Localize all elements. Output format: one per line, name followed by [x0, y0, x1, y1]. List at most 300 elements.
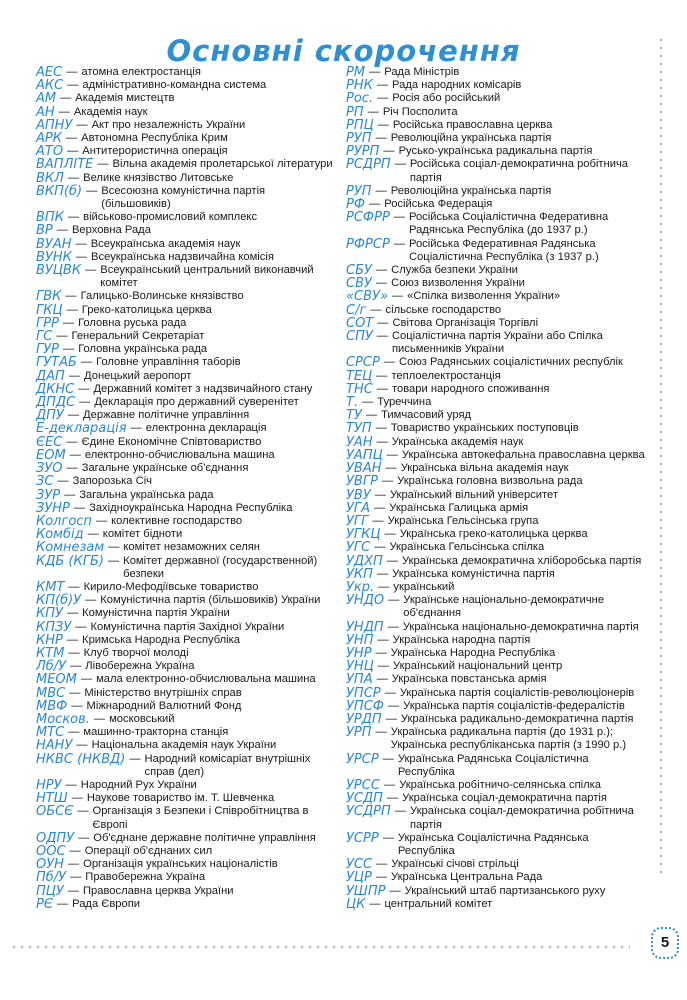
- abbreviation-entry: [346, 726, 646, 752]
- abbreviation-term: УНДО: [346, 593, 385, 609]
- abbreviation-definition: Комуністична партія (більшовиків) України: [100, 594, 321, 607]
- abbreviation-entry: [36, 713, 336, 726]
- abbreviation-term: КП(б)У: [36, 593, 82, 609]
- abbreviation-definition: Міжнародний Валютний Фонд: [86, 699, 242, 712]
- abbreviation-entry: [36, 660, 336, 673]
- dash-separator: —: [376, 567, 389, 580]
- abbreviation-term: УВУ: [346, 487, 371, 503]
- dash-separator: —: [70, 871, 82, 884]
- dash-separator: —: [385, 712, 397, 725]
- dash-separator: —: [376, 858, 388, 871]
- abbreviation-definition: Українська головна визвольна рада: [397, 475, 583, 488]
- abbreviation-term: «СВУ»: [346, 289, 388, 305]
- dash-separator: —: [76, 739, 88, 752]
- dash-separator: —: [376, 673, 388, 686]
- abbreviation-term: Лб/У: [36, 659, 67, 675]
- abbreviation-definition: Рада народних комісарів: [392, 79, 522, 92]
- dash-separator: —: [374, 541, 386, 554]
- abbreviation-entry: [36, 726, 336, 739]
- abbreviation-term: АТО: [36, 144, 64, 160]
- abbreviation-entry: [36, 383, 336, 396]
- abbreviation-definition: Російська Федерація: [384, 198, 493, 211]
- abbreviation-definition: електронно-обчислювальна машина: [84, 448, 275, 461]
- abbreviation-entry: [36, 647, 336, 660]
- dash-separator: —: [377, 92, 389, 105]
- abbreviation-term: ГВК: [36, 289, 62, 305]
- abbreviation-entry: [36, 581, 336, 594]
- abbreviation-entry: [346, 832, 646, 858]
- abbreviation-entry: [346, 475, 646, 488]
- abbreviation-term: АН: [36, 104, 55, 120]
- abbreviation-term: С/г: [346, 302, 367, 318]
- abbreviation-entry: [346, 885, 646, 898]
- abbreviation-entry: [36, 805, 336, 831]
- dash-separator: —: [67, 79, 79, 92]
- abbreviation-entry: [36, 832, 336, 845]
- abbreviation-term: ЗУР: [36, 487, 61, 503]
- dash-separator: —: [386, 792, 399, 805]
- abbreviation-term: УВАН: [346, 461, 382, 477]
- dash-separator: —: [66, 66, 78, 78]
- right-abbreviation-column: [346, 66, 646, 911]
- dash-separator: —: [75, 250, 88, 263]
- abbreviation-definition: Головна українська рада: [78, 343, 208, 356]
- abbreviation-term: СРСР: [346, 355, 380, 371]
- dash-separator: —: [129, 752, 141, 765]
- dash-separator: —: [64, 488, 76, 501]
- abbreviation-term: ВУНК: [36, 249, 72, 265]
- dash-separator: —: [374, 501, 386, 514]
- abbreviation-entry: [36, 449, 336, 462]
- abbreviation-term: ЗУО: [36, 461, 63, 477]
- dash-separator: —: [86, 184, 98, 197]
- abbreviation-term: РФ: [346, 197, 366, 213]
- dash-separator: —: [93, 712, 106, 725]
- abbreviation-entry: [346, 673, 646, 686]
- abbreviation-entry: [346, 264, 646, 277]
- abbreviation-entry: [346, 198, 646, 211]
- abbreviation-term: РУРП: [346, 144, 380, 160]
- abbreviation-entry: [346, 898, 646, 911]
- abbreviation-term: УПА: [346, 672, 373, 688]
- abbreviation-term: УКП: [346, 566, 373, 582]
- abbreviation-term: ЄЕС: [36, 434, 63, 450]
- abbreviation-definition: Акт про незалежність України: [91, 118, 246, 131]
- abbreviation-definition: Українська національно-демократична партія: [402, 620, 639, 633]
- abbreviation-definition: Українська радикальна партія (до 1931 р.); Українська республіканська партія (з 1990 р.): [390, 726, 627, 752]
- abbreviation-entry: [346, 541, 646, 554]
- abbreviation-entry: [346, 317, 646, 330]
- abbreviation-term: ООС: [36, 843, 66, 859]
- abbreviation-entry: [346, 132, 646, 145]
- abbreviation-term: НКВС (НКВД): [36, 751, 126, 767]
- abbreviation-term: СВУ: [346, 276, 372, 292]
- abbreviation-entry: [346, 528, 646, 541]
- abbreviation-term: ДПУ: [36, 408, 64, 424]
- abbreviation-entry: [36, 541, 336, 554]
- dash-separator: —: [95, 514, 108, 527]
- abbreviation-term: УРДП: [346, 711, 382, 727]
- dash-separator: —: [391, 290, 404, 303]
- abbreviation-entry: [346, 66, 646, 79]
- dash-separator: —: [71, 792, 83, 805]
- abbreviation-term: ТУ: [346, 408, 362, 424]
- abbreviation-term: РП: [346, 104, 364, 120]
- abbreviation-term: УСДП: [346, 791, 383, 807]
- abbreviation-entry: [36, 396, 336, 409]
- left-abbreviation-column: [36, 66, 336, 911]
- abbreviation-definition: Головна руська рада: [78, 316, 187, 329]
- abbreviation-entry: [36, 304, 336, 317]
- abbreviation-term: УАН: [346, 434, 373, 450]
- abbreviation-term: УСРР: [346, 830, 379, 846]
- abbreviation-term: Комбід: [36, 527, 84, 543]
- dash-separator: —: [65, 132, 78, 145]
- dash-separator: —: [78, 382, 90, 395]
- dash-separator: —: [79, 396, 91, 409]
- abbreviation-term: ПЦУ: [36, 883, 64, 899]
- dash-separator: —: [375, 132, 387, 145]
- page-number: 5: [651, 927, 679, 959]
- dash-separator: —: [66, 633, 79, 646]
- abbreviation-definition: Українська радикально-демократична партія: [400, 712, 634, 725]
- abbreviation-definition: Український штаб партизанського руху: [404, 884, 606, 897]
- dash-separator: —: [374, 488, 386, 501]
- abbreviation-term: УГКЦ: [346, 527, 381, 543]
- abbreviation-definition: Організація з Безпеки і Співробітництва в Європі: [92, 805, 309, 831]
- abbreviation-term: МЕОМ: [36, 672, 77, 688]
- abbreviation-definition: Міністерство внутрішніх справ: [84, 686, 242, 699]
- dash-separator: —: [382, 752, 394, 765]
- abbreviation-entry: [346, 555, 646, 568]
- abbreviation-term: УНЦ: [346, 659, 374, 675]
- dash-separator: —: [376, 369, 388, 382]
- abbreviation-entry: [346, 713, 646, 726]
- abbreviation-definition: Російська Федеративная Радянська Соціалістична Республіка (з 1937 р.): [408, 237, 599, 263]
- abbreviation-term: ОБСЄ: [36, 804, 74, 820]
- abbreviation-entry: [346, 634, 646, 647]
- abbreviation-definition: Всеукраїнська академія наук: [90, 237, 241, 250]
- abbreviation-entry: [36, 264, 336, 290]
- abbreviation-term: Комнезам: [36, 540, 105, 556]
- dash-separator: —: [382, 831, 394, 844]
- abbreviation-term: АПНУ: [36, 117, 73, 133]
- abbreviation-entry: [36, 290, 336, 303]
- dash-separator: —: [375, 726, 387, 739]
- abbreviation-term: ВКП(б): [36, 183, 83, 199]
- dash-separator: —: [67, 884, 79, 897]
- dash-separator: —: [66, 303, 78, 316]
- abbreviation-entry: [346, 409, 646, 422]
- abbreviation-definition: Українська робітничо-селянська спілка: [399, 778, 602, 791]
- abbreviation-term: ВАПЛІТЕ: [36, 157, 94, 173]
- abbreviation-definition: Донецький аеропорт: [84, 369, 192, 382]
- abbreviation-definition: Союз Радянських соціалістичних республік: [399, 356, 623, 369]
- abbreviation-entry: [36, 753, 336, 779]
- abbreviation-definition: Академія мистецтв: [75, 92, 175, 105]
- abbreviation-term: НТШ: [36, 791, 68, 807]
- dash-separator: —: [67, 409, 80, 422]
- abbreviation-definition: Запорозька Січ: [72, 475, 153, 488]
- abbreviation-definition: Академія наук: [73, 105, 148, 118]
- abbreviation-definition: Всеукраїнська надзвичайна комісія: [91, 250, 274, 263]
- dash-separator: —: [73, 501, 86, 514]
- abbreviation-entry: [346, 396, 646, 409]
- dash-separator: —: [78, 831, 90, 844]
- abbreviation-entry: [36, 317, 336, 330]
- dash-separator: —: [375, 871, 388, 884]
- abbreviation-term: АЕС: [36, 65, 63, 80]
- abbreviation-entry: [346, 779, 646, 792]
- abbreviation-entry: [346, 858, 646, 871]
- abbreviation-entry: [346, 515, 646, 528]
- abbreviation-entry: [346, 356, 646, 369]
- dash-separator: —: [383, 778, 396, 791]
- dash-separator: —: [369, 66, 381, 78]
- abbreviation-entry: [346, 581, 646, 594]
- abbreviation-term: МВС: [36, 685, 66, 701]
- abbreviation-entry: [346, 277, 646, 290]
- abbreviation-definition: Союз визволення України: [391, 277, 525, 290]
- abbreviation-definition: Українські січові стрільці: [391, 858, 519, 871]
- abbreviation-definition: Загальна українська рада: [79, 488, 214, 501]
- dash-separator: —: [76, 118, 88, 131]
- abbreviation-term: ДАП: [36, 368, 65, 384]
- abbreviation-term: УСС: [346, 857, 373, 873]
- dash-separator: —: [60, 92, 72, 105]
- abbreviation-definition: Українська Галицька армія: [389, 501, 529, 514]
- abbreviation-definition: «Спілка визволення України»: [407, 290, 561, 303]
- abbreviation-term: УПСФ: [346, 698, 384, 714]
- abbreviation-term: ТЕЦ: [346, 368, 373, 384]
- abbreviation-definition: Операції об'єднаних сил: [84, 844, 213, 857]
- abbreviation-term: ГКЦ: [36, 302, 63, 318]
- abbreviation-term: Москов.: [36, 711, 90, 727]
- abbreviation-entry: [346, 145, 646, 158]
- abbreviation-term: Пб/У: [36, 870, 67, 886]
- abbreviation-definition: Декларація про державний суверенітет: [94, 396, 299, 409]
- abbreviation-entry: [36, 172, 336, 185]
- dash-separator: —: [394, 805, 406, 818]
- abbreviation-definition: Державний комітет з надзвичайного стану: [93, 382, 313, 395]
- abbreviation-entry: [36, 211, 336, 224]
- abbreviation-entry: [36, 185, 336, 211]
- dash-separator: —: [69, 448, 81, 461]
- abbreviation-entry: [36, 132, 336, 145]
- abbreviation-definition: Українська Народна Республіка: [390, 646, 556, 659]
- abbreviation-term: УДХП: [346, 553, 383, 569]
- abbreviation-entry: [36, 607, 336, 620]
- abbreviation-entry: [36, 462, 336, 475]
- abbreviation-term: УРСР: [346, 751, 379, 767]
- abbreviation-term: ТНС: [346, 381, 373, 397]
- abbreviation-entry: [36, 475, 336, 488]
- dash-separator: —: [377, 633, 389, 646]
- abbreviation-definition: Рада Міністрів: [384, 66, 460, 78]
- abbreviation-term: ВУЦВК: [36, 263, 82, 279]
- abbreviation-definition: Світова Організація Торгівлі: [392, 316, 539, 329]
- dash-separator: —: [58, 105, 70, 118]
- abbreviation-entry: [36, 224, 336, 237]
- abbreviation-entry: [346, 158, 646, 184]
- abbreviation-term: ТУП: [346, 421, 372, 437]
- abbreviation-term: УРСС: [346, 777, 380, 793]
- abbreviation-definition: Туреччина: [377, 396, 432, 409]
- abbreviation-entry: [36, 238, 336, 251]
- abbreviation-entry: [36, 871, 336, 884]
- dash-separator: —: [377, 316, 389, 329]
- abbreviation-definition: електронна декларація: [145, 422, 267, 435]
- dash-separator: —: [388, 594, 400, 607]
- abbreviation-term: КДБ (КГБ): [36, 553, 104, 569]
- dash-separator: —: [384, 686, 396, 699]
- abbreviation-term: Рос.: [346, 91, 374, 107]
- abbreviation-definition: центральний комітет: [384, 897, 493, 910]
- abbreviation-entry: [346, 330, 646, 356]
- abbreviation-entry: [346, 660, 646, 673]
- dash-separator: —: [87, 528, 99, 541]
- abbreviation-definition: Комуністична партія Західної України: [90, 620, 285, 633]
- abbreviation-term: УГС: [346, 540, 371, 556]
- dash-separator: —: [387, 699, 400, 712]
- abbreviation-entry: [346, 568, 646, 581]
- abbreviation-term: ЕОМ: [36, 447, 66, 463]
- abbreviation-entry: [346, 92, 646, 105]
- abbreviation-entry: [36, 739, 336, 752]
- abbreviation-definition: Рада Європи: [72, 897, 141, 910]
- dash-separator: —: [393, 237, 405, 250]
- abbreviation-definition: Українська академія наук: [391, 435, 524, 448]
- dash-separator: —: [67, 145, 79, 158]
- abbreviation-entry: [36, 687, 336, 700]
- abbreviation-term: МТС: [36, 725, 65, 741]
- abbreviation-definition: мала електронно-обчислювальна машина: [96, 673, 316, 686]
- abbreviation-entry: [346, 106, 646, 119]
- abbreviation-entry: [346, 647, 646, 660]
- abbreviation-term: РУП: [346, 131, 372, 147]
- dash-separator: —: [370, 303, 382, 316]
- abbreviation-term: ГУТАБ: [36, 355, 77, 371]
- abbreviation-entry: [36, 555, 336, 581]
- page-title: Основні скорочення: [166, 34, 521, 68]
- abbreviation-definition: Державне політичне управління: [83, 409, 250, 422]
- abbreviation-entry: [346, 502, 646, 515]
- abbreviation-entry: [36, 885, 336, 898]
- dash-separator: —: [70, 660, 82, 673]
- abbreviation-entry: [36, 119, 336, 132]
- abbreviation-definition: військово-промисловий комплекс: [83, 211, 258, 224]
- abbreviation-term: УСДРП: [346, 804, 391, 820]
- abbreviation-definition: Український національний центр: [392, 660, 563, 673]
- abbreviation-entry: [346, 621, 646, 634]
- abbreviation-term: ДПДС: [36, 395, 76, 411]
- dash-separator: —: [56, 224, 68, 237]
- abbreviation-entry: [36, 502, 336, 515]
- abbreviation-entry: [346, 462, 646, 475]
- abbreviation-entry: [346, 436, 646, 449]
- abbreviation-entry: [36, 343, 336, 356]
- abbreviation-term: ВУАН: [36, 236, 72, 252]
- dash-separator: —: [369, 198, 381, 211]
- abbreviation-term: АМ: [36, 91, 57, 107]
- abbreviation-definition: Головне управління таборів: [96, 356, 241, 369]
- abbreviation-entry: [346, 871, 646, 884]
- abbreviation-definition: Наукове товариство ім. Т. Шевченка: [86, 792, 275, 805]
- abbreviation-entry: [346, 792, 646, 805]
- dash-separator: —: [80, 673, 93, 686]
- abbreviation-definition: комітет бідноти: [102, 528, 183, 541]
- abbreviation-entry: [346, 594, 646, 620]
- abbreviation-term: МВФ: [36, 698, 68, 714]
- dash-separator: —: [375, 184, 387, 197]
- abbreviation-definition: Українська Соціалістична Радянська Республіка: [397, 831, 589, 857]
- dash-separator: —: [372, 514, 384, 527]
- abbreviation-term: РСФРР: [346, 210, 390, 226]
- abbreviation-definition: Загальне українське об'єднання: [81, 462, 249, 475]
- dash-separator: —: [108, 541, 120, 554]
- dash-separator: —: [63, 343, 75, 356]
- abbreviation-definition: колективне господарство: [111, 514, 243, 527]
- abbreviation-entry: [36, 779, 336, 792]
- dash-separator: —: [107, 554, 120, 567]
- abbreviation-entry: [36, 251, 336, 264]
- abbreviation-term: ОДПУ: [36, 830, 75, 846]
- abbreviation-term: УШПР: [346, 883, 386, 899]
- abbreviation-definition: адміністративно-командна система: [82, 79, 267, 92]
- abbreviation-definition: московський: [109, 712, 175, 725]
- abbreviation-definition: Українська Гельсінська група: [387, 514, 539, 527]
- dash-separator: —: [75, 237, 87, 250]
- dash-separator: —: [97, 158, 109, 171]
- abbreviation-term: ВПК: [36, 210, 64, 226]
- dash-separator: —: [68, 369, 81, 382]
- abbreviation-definition: Українська демократична хліборобська партія: [401, 554, 642, 567]
- dash-separator: —: [62, 316, 75, 329]
- abbreviation-entry: [346, 79, 646, 92]
- dash-separator: —: [75, 620, 87, 633]
- dash-separator: —: [69, 844, 81, 857]
- abbreviation-entry: [346, 805, 646, 831]
- abbreviation-term: СОТ: [346, 315, 374, 331]
- abbreviation-definition: Українська соціал-демократична робітнича партія: [409, 805, 634, 831]
- dash-separator: —: [85, 264, 97, 277]
- dash-separator: —: [384, 528, 396, 541]
- abbreviation-term: РФРСР: [346, 236, 390, 252]
- abbreviation-definition: український: [393, 580, 455, 593]
- abbreviation-definition: Русько-українська радикальна партія: [398, 145, 593, 158]
- abbreviation-term: Колгосп: [36, 513, 92, 529]
- dash-separator: —: [383, 356, 396, 369]
- abbreviation-term: РПЦ: [346, 117, 374, 133]
- abbreviation-definition: Комуністична партія України: [82, 607, 230, 620]
- abbreviation-definition: теплоелектростанція: [391, 369, 501, 382]
- abbreviation-definition: Українська народна партія: [392, 633, 531, 646]
- abbreviation-entry: [36, 436, 336, 449]
- abbreviation-entry: [346, 687, 646, 700]
- dash-separator: —: [369, 897, 381, 910]
- abbreviation-definition: Українська Радянська Соціалістична Республіка: [397, 752, 589, 778]
- dotted-border-right: [659, 36, 663, 876]
- abbreviation-definition: Комітет державної (государственной) безпеки: [123, 554, 318, 580]
- abbreviation-entry: [36, 79, 336, 92]
- abbreviation-definition: Клуб творчої молоді: [83, 646, 189, 659]
- dash-separator: —: [367, 105, 379, 118]
- abbreviation-entry: [346, 238, 646, 264]
- abbreviation-definition: Революційна українська партія: [390, 132, 552, 145]
- abbreviation-entry: [36, 634, 336, 647]
- abbreviation-term: АКС: [36, 78, 64, 94]
- dash-separator: —: [68, 726, 80, 739]
